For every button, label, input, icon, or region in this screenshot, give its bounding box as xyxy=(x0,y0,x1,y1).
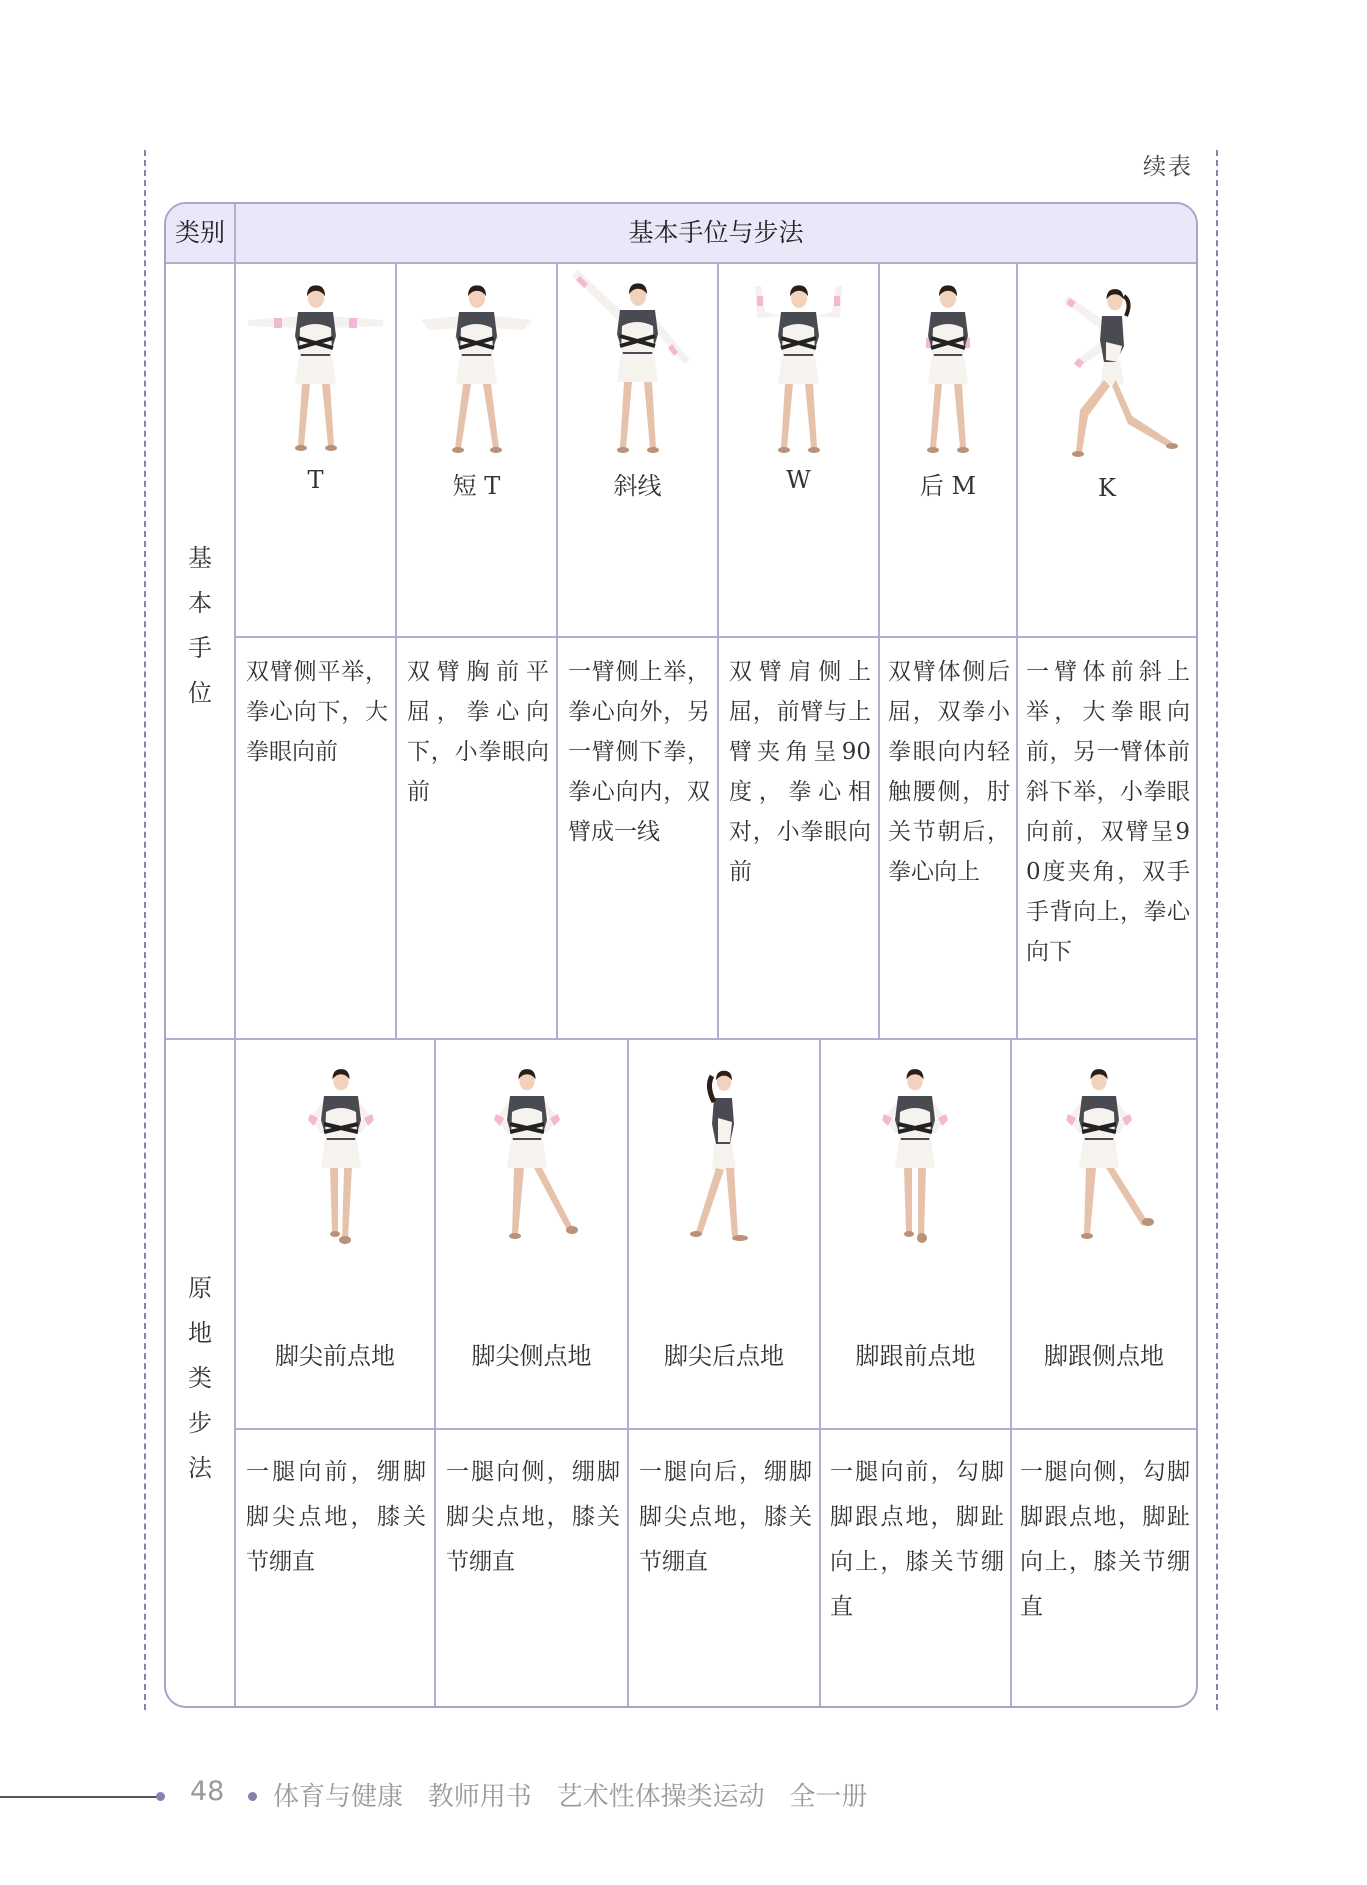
hand-position-description: 双臂肩侧上屈，前臂与上臂夹角呈90度，拳心相对，小拳眼向前 xyxy=(729,659,871,885)
photo-heel-front-step xyxy=(828,1062,1003,1312)
book-title: 体育与健康 教师用书 艺术性体操类运动 全一册 xyxy=(273,1782,868,1812)
hand-position-description: 双臂体侧后屈，双拳小拳眼向内轻触腰侧，肘关节朝后，拳心向上 xyxy=(888,659,1010,885)
header-category: 类别 xyxy=(174,218,225,247)
step-label: 脚跟侧点地 xyxy=(1044,1342,1164,1370)
hand-row-divider xyxy=(234,636,1196,638)
photo-toe-front-step xyxy=(256,1062,426,1312)
step-label: 脚跟前点地 xyxy=(855,1342,976,1370)
hand-position-description: 双臂侧平举，拳心向下，大拳眼向前 xyxy=(246,659,388,765)
page-footer xyxy=(0,1776,1367,1816)
step-description: 一腿向侧，勾脚脚跟点地，脚趾向上，膝关节绷直 xyxy=(1020,1459,1190,1620)
page-number: 48 xyxy=(190,1776,225,1807)
right-dashed-margin xyxy=(1216,150,1218,1710)
category-char: 原 xyxy=(188,1274,212,1302)
hand-position-label: 后 M xyxy=(919,472,977,500)
step-description: 一腿向侧，绷脚脚尖点地，膝关节绷直 xyxy=(446,1459,620,1575)
step-label: 脚尖侧点地 xyxy=(471,1342,592,1370)
hand-col-divider-3 xyxy=(717,262,719,1038)
step-label: 脚尖后点地 xyxy=(664,1342,784,1370)
photo-short-t-position xyxy=(399,276,554,546)
positions-table xyxy=(164,202,1198,1708)
header-content: 基本手位与步法 xyxy=(628,218,804,247)
continued-label: 续表 xyxy=(1143,154,1193,180)
category-hand-positions xyxy=(166,536,234,716)
hand-position-description: 一臂侧上举，拳心向外，另一臂侧下拳，拳心向内，双臂成一线 xyxy=(568,659,710,845)
category-char: 步 xyxy=(188,1409,212,1437)
photo-w-position xyxy=(721,276,876,546)
hand-position-label: W xyxy=(786,466,811,494)
hand-position-description: 双臂胸前平屈，拳心向下，小拳眼向前 xyxy=(407,659,549,805)
photo-k-position xyxy=(1020,276,1192,546)
photo-toe-side-step xyxy=(446,1062,616,1312)
left-dashed-margin xyxy=(144,150,146,1710)
footer-dot xyxy=(248,1792,257,1801)
hand-position-label: K xyxy=(1098,474,1116,502)
category-char: 基 xyxy=(188,544,212,572)
step-description: 一腿向前，绷脚脚尖点地，膝关节绷直 xyxy=(246,1459,426,1575)
photo-toe-back-step xyxy=(636,1062,811,1312)
hand-position-label: 斜线 xyxy=(613,472,662,500)
category-char: 本 xyxy=(188,589,212,617)
category-char: 类 xyxy=(188,1364,212,1392)
photo-t-position xyxy=(238,276,393,546)
photo-back-m-position xyxy=(882,276,1014,546)
hand-col-divider-5 xyxy=(1016,262,1018,1038)
footer-rule xyxy=(0,1796,158,1798)
step-col-divider-1 xyxy=(434,1038,436,1706)
category-char: 地 xyxy=(188,1319,212,1347)
hand-col-divider-1 xyxy=(395,262,397,1038)
category-char: 手 xyxy=(188,634,212,662)
category-steps xyxy=(166,1266,234,1491)
category-char: 位 xyxy=(188,679,212,707)
hand-col-divider-2 xyxy=(556,262,558,1038)
photo-diagonal-position xyxy=(560,264,715,546)
section-divider xyxy=(166,1038,1196,1040)
hand-position-label: T xyxy=(307,466,324,494)
photo-heel-side-step xyxy=(1018,1062,1193,1312)
step-col-divider-4 xyxy=(1010,1038,1012,1706)
hand-col-divider-4 xyxy=(878,262,880,1038)
step-label: 脚尖前点地 xyxy=(275,1342,395,1370)
hand-position-description: 一臂体前斜上举，大拳眼向前，另一臂体前斜下举，小拳眼向前，双臂呈90度夹角，双手手背向上，拳心向下 xyxy=(1026,659,1190,965)
table-header xyxy=(166,204,1196,262)
hand-position-label: 短 T xyxy=(452,472,501,500)
category-column-divider xyxy=(234,204,236,1706)
step-row-divider xyxy=(234,1428,1196,1430)
step-description: 一腿向后，绷脚脚尖点地，膝关节绷直 xyxy=(639,1459,812,1575)
step-description: 一腿向前，勾脚脚跟点地，脚趾向上，膝关节绷直 xyxy=(830,1459,1004,1620)
step-col-divider-2 xyxy=(627,1038,629,1706)
step-col-divider-3 xyxy=(819,1038,821,1706)
footer-dot xyxy=(156,1792,165,1801)
category-char: 法 xyxy=(188,1454,212,1482)
